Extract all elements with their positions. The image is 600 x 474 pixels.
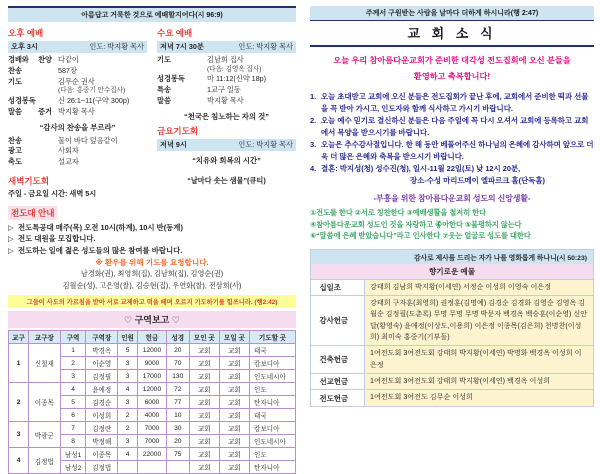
- district-cell: 박경옥: [86, 344, 118, 357]
- district-cell: 4000: [138, 409, 167, 422]
- news-text: 오늘은 추수감사절입니다. 한 해 동안 베풀어주신 하나님의 은혜에 감사하며 앞으로 더욱 더 많은 은혜와 축복을 받으시기 바랍니다.: [321, 140, 594, 162]
- row-value: 마 11:12(신약 18p): [207, 74, 267, 84]
- district-cell: 이종목: [29, 383, 61, 422]
- offering-row: [311, 279, 593, 295]
- worship-row: [157, 96, 296, 107]
- district-cell: 12000: [138, 344, 167, 357]
- row-label: 축도: [8, 157, 22, 167]
- district-cell: 김경순: [86, 396, 118, 409]
- district-cell: 3: [60, 370, 86, 383]
- district-cell: 교회: [189, 422, 219, 435]
- service-time: 저녁 9시: [160, 139, 187, 149]
- prayer-request: ※ 환우를 위해 기도를 요청합니다.: [95, 258, 209, 268]
- row-value: 박지황 목사: [58, 106, 95, 116]
- patients-names-line: 남경화(권), 최영희(집), 김남희(집), 김영순(권): [80, 269, 224, 279]
- district-cell: 130: [166, 370, 189, 383]
- news-number: 1.: [310, 92, 317, 102]
- district-cell: 김정란: [86, 422, 118, 435]
- district-cell: 이성희: [86, 409, 118, 422]
- district-cell: 김정필: [86, 370, 118, 383]
- district-cell: 인도: [250, 448, 296, 461]
- district-cell: 5: [60, 396, 86, 409]
- verse-bar-top-left: 아름답고 거룩한 것으로 예배할지어다(시 96:9): [8, 6, 296, 22]
- worship-row: [8, 66, 147, 77]
- offering-row: [311, 295, 593, 345]
- right-page: [310, 6, 594, 407]
- faith-life-line: ①전도를 한다 ②서로 칭찬한다 ③예배생활을 철저히 한다: [310, 208, 487, 218]
- district-cell: 교회: [219, 383, 249, 396]
- row-value: 김무순 권사: [58, 76, 95, 86]
- district-cell: 3: [118, 370, 138, 383]
- sermon-title: “천국은 침노하는 자의 것”: [184, 111, 269, 121]
- district-cell: 6000: [138, 396, 167, 409]
- evangelism-bullet: [8, 245, 296, 256]
- worship-row: [8, 55, 147, 66]
- row-label: 찬송: [8, 65, 22, 75]
- evangelism-bullet: [8, 233, 296, 244]
- district-cell: 교회: [189, 409, 219, 422]
- evangelism-bullet: [8, 222, 296, 233]
- news-item: [310, 139, 594, 163]
- row-value: 박지황 목사: [207, 95, 244, 105]
- row-label: 성경봉독: [8, 95, 36, 105]
- news-number: 4.: [310, 164, 317, 174]
- offering-label-text: 선교헌금: [319, 377, 349, 387]
- worship-row: [8, 146, 147, 157]
- row-value: 587장: [58, 65, 77, 75]
- district-cell: 20: [166, 344, 189, 357]
- district-cell: 3: [9, 422, 29, 448]
- offering-label: [311, 374, 365, 389]
- bullet-text: 전도하는 일에 젊은 성도들의 많은 참여를 바랍니다.: [18, 245, 183, 255]
- district-cell: 태국: [250, 409, 296, 422]
- news-number: 3.: [310, 140, 317, 150]
- district-cell: 교회: [189, 357, 219, 370]
- district-cell: 박정해: [86, 435, 118, 448]
- row-label: 특송: [157, 85, 171, 95]
- district-cell: 남성1: [60, 448, 86, 461]
- welcome-line: 환영하고 축복합니다!: [413, 71, 491, 81]
- district-cell: 인도네시아: [250, 370, 296, 383]
- district-cell: 7000: [138, 435, 167, 448]
- offering-table: [310, 249, 594, 407]
- district-cell: 17000: [138, 370, 167, 383]
- worship-columns: [8, 25, 296, 199]
- news-text: 오늘 예수 믿기로 결신하신 분들은 다음 주일에 꼭 다시 오셔서 교회에 등록하고 교회에서 목양을 받으시기를 바랍니다.: [321, 116, 589, 138]
- district-cell: 교회: [189, 396, 219, 409]
- qt-note: “날마다 솟는 샘물”(큐티): [187, 175, 266, 185]
- news-item: [310, 163, 594, 175]
- section-title: 새벽기도회: [8, 175, 50, 186]
- district-cell: 교회: [219, 448, 249, 461]
- bullet-text: 전도 대원을 모집합니다.: [18, 234, 96, 244]
- district-cell: 교회: [219, 344, 249, 357]
- row-label: 기도: [8, 76, 22, 86]
- district-cell: 8: [60, 435, 86, 448]
- service-time-row: [157, 41, 296, 53]
- table-header: 헌금: [138, 331, 167, 344]
- row-value: 김남희 집사: [207, 55, 244, 64]
- table-header: 교구: [9, 331, 29, 344]
- row-value: 물이 바다 덮음같이: [58, 135, 118, 145]
- district-cell: 1: [9, 344, 29, 383]
- district-cell: 2: [118, 409, 138, 422]
- offering-label: [311, 296, 365, 345]
- worship-row: [157, 85, 296, 96]
- row-value: 신 26:1~11(구약 300p): [58, 95, 130, 105]
- news-text-continued: 장소-수성 마리드메이 엘파르크 홀(단독홀): [410, 176, 545, 186]
- district-cell: 2: [118, 422, 138, 435]
- row-label: 찬송: [8, 135, 22, 145]
- row-subnote: (다음: 김영옥 집사): [207, 65, 262, 73]
- offering-row: [311, 389, 593, 405]
- triangle-bullet-icon: ▷: [8, 234, 14, 244]
- news-text: 결혼: 박지성(청) 성수진(청), 일시-11월 22일(토) 낮 12시 20분,: [321, 164, 521, 174]
- district-cell: 교회: [219, 422, 249, 435]
- table-header: 모인 곳: [189, 331, 219, 344]
- district-cell: 인도네시아: [250, 435, 296, 448]
- service-leader: 인도: 박지황 목사: [238, 42, 293, 51]
- district-cell: 4: [118, 448, 138, 461]
- district-cell: 7000: [138, 422, 167, 435]
- district-cell: [118, 461, 138, 474]
- district-cell: 교회: [189, 344, 219, 357]
- district-cell: 70: [166, 357, 189, 370]
- worship-row: [8, 107, 147, 118]
- district-cell: 태국: [250, 344, 296, 357]
- offering-names: 1여전도회 3여전도 김무순 이성희: [365, 390, 593, 405]
- table-header: 구역장: [86, 331, 118, 344]
- district-cell: 6: [60, 409, 86, 422]
- row-value: 1교구 일동: [207, 85, 241, 95]
- page-title: 교 회 소 식: [310, 21, 594, 47]
- evangelism-section: [8, 203, 296, 291]
- faith-life-line: ④참아름다운교회 성도인 것을 자랑하고 좋아한다 ⑤불평하지 않는다: [310, 219, 522, 229]
- district-cell: 교회: [219, 396, 249, 409]
- offering-label: [311, 390, 365, 405]
- district-cell: 2: [60, 357, 86, 370]
- table-row: [9, 344, 296, 357]
- triangle-bullet-icon: ▷: [8, 245, 14, 255]
- district-cell: 3: [118, 357, 138, 370]
- district-cell: 10: [166, 409, 189, 422]
- section-title: 금요기도회: [157, 125, 199, 136]
- verse-bar-bottom: 그들이 사도의 가르침을 받아 서로 교제하고 떡을 떼며 오르지 기도하기를 힘쓰니라. (행2:42): [8, 295, 296, 308]
- table-header-row: [9, 331, 296, 344]
- table-header: 모일 곳: [219, 331, 249, 344]
- section-title: 수요 예배: [157, 28, 193, 38]
- district-cell: [138, 461, 167, 474]
- district-cell: 탄자니아: [250, 396, 296, 409]
- district-cell: 교회: [219, 461, 249, 474]
- bullet-text: 전도특공대 매주(목) 오전 10시(하계), 10시 반(동계): [18, 222, 183, 232]
- district-cell: 김정법: [86, 461, 118, 474]
- district-cell: [166, 461, 189, 474]
- service-time-row: [157, 139, 296, 151]
- row-label: 기도: [157, 55, 171, 64]
- worship-row: [8, 157, 147, 168]
- table-header: 구역: [60, 331, 86, 344]
- district-cell: 남성2: [60, 461, 86, 474]
- district-cell: 20: [166, 435, 189, 448]
- district-cell: 교회: [219, 357, 249, 370]
- sermon-title: “감사의 찬송을 부르라”: [39, 122, 116, 132]
- table-header: 교구장: [29, 331, 61, 344]
- district-report-title: ♡ 구역보고 ♡: [8, 311, 296, 328]
- row-label: 말씀: [157, 95, 171, 105]
- offering-names: 1여전도회 3여전도회 강태희 박지황(이세연) 백경옥 이성희: [365, 374, 593, 389]
- district-cell: 4: [60, 383, 86, 396]
- service-time-row: [8, 41, 147, 53]
- welcome-line: 오늘 우리 참아름다운교회가 준비한 대각성 전도집회에 오신 분들을: [333, 56, 571, 65]
- offering-row: [311, 345, 593, 373]
- district-cell: 윤예정: [86, 383, 118, 396]
- district-cell: 교회: [219, 435, 249, 448]
- district-cell: 교회: [189, 435, 219, 448]
- faith-life-line: ⑥“말씀에 은혜 받았습니다”라고 인사한다 ⑦웃는 얼굴로 성도를 대한다: [310, 231, 531, 241]
- row-value: 설교자: [58, 157, 79, 167]
- worship-row: [8, 136, 147, 147]
- offering-label-text: 전도헌금: [319, 393, 349, 403]
- offering-title: 향기로운 예물: [311, 264, 593, 279]
- triangle-bullet-icon: ▷: [8, 222, 14, 232]
- district-cell: 교회: [219, 370, 249, 383]
- district-cell: 교회: [189, 383, 219, 396]
- news-list: [310, 91, 594, 187]
- row-label: 말씀 증거: [8, 106, 52, 116]
- district-cell: 5: [118, 344, 138, 357]
- row-subnote: (다음: 홍중기 안수집사): [58, 87, 126, 95]
- district-cell: 김정법: [29, 448, 61, 474]
- offering-label: [311, 280, 365, 295]
- offering-verse: 감사로 제사를 드리는 자가 나를 영화롭게 하나니(시 50:23): [311, 250, 593, 264]
- news-text: 오늘 초대받고 교회에 오신 분들은 전도집회가 끝난 후에, 교회에서 준비한 떡과 선물을 꼭 받아 가시고, 인도자와 함께 식사하고 가시기 바랍니다.: [321, 92, 589, 114]
- district-cell: 캄보디아: [250, 357, 296, 370]
- offering-label-text: 감사헌금: [319, 316, 349, 326]
- district-cell: 이순영: [86, 357, 118, 370]
- district-cell: 박광군: [29, 422, 61, 448]
- table-header: 성경: [166, 331, 189, 344]
- offering-names: 강태희 김남희 박지황(이세연) 서정순 이성희 이영숙 이은정: [365, 280, 593, 295]
- evangelism-title: 전도대 안내: [8, 206, 57, 220]
- offering-label-text: 십일조: [319, 282, 341, 292]
- district-cell: 4: [9, 448, 29, 474]
- row-label: 경배와 찬양: [8, 55, 52, 64]
- service-time: 저녁 7시 30분: [160, 42, 204, 51]
- afternoon-worship-section: [8, 25, 147, 199]
- district-cell: 교회: [219, 409, 249, 422]
- row-value: 다같이: [58, 55, 79, 64]
- district-cell: 3: [118, 435, 138, 448]
- row-label: 광고: [8, 146, 22, 156]
- wednesday-worship-section: [157, 25, 296, 199]
- district-cell: 75: [166, 448, 189, 461]
- worship-row: [8, 96, 147, 107]
- district-cell: 2: [9, 383, 29, 422]
- district-cell: 12000: [138, 383, 167, 396]
- district-cell: 22000: [138, 448, 167, 461]
- table-row: [9, 448, 296, 461]
- district-cell: 교회: [189, 461, 219, 474]
- news-item: [310, 115, 594, 139]
- service-leader: 인도: 박지황 목사: [89, 42, 144, 51]
- service-leader: 인도: 박지황 목사: [238, 139, 293, 149]
- table-row: [9, 383, 296, 396]
- faith-life-title: -부흥을 위한 참아름다운교회 성도의 신앙생활-: [373, 194, 531, 204]
- sermon-title: “치유와 회복의 시간”: [192, 155, 261, 165]
- table-header: 인원: [118, 331, 138, 344]
- district-cell: 30: [166, 422, 189, 435]
- left-page: [8, 6, 296, 474]
- offering-names: 강태희 구자훈(최영희) 권정훈(김명예) 김경순 김경화 김영순 김영옥 김월순 김정필(도춘록) 무명 무명 무명 박문자 백경옥 백승훈(이순영) 신안달(황영숙) 윤애정(이상도,이용희) 이은정 이종목(김은희) 천명찬(이성희) 최미숙 홍중기(기부돌): [365, 296, 593, 345]
- worship-row: [157, 74, 296, 85]
- district-cell: 1: [60, 344, 86, 357]
- district-cell: 탄자니아: [250, 461, 296, 474]
- section-title: 오후 예배: [8, 28, 44, 38]
- row-value: 사회자: [58, 146, 79, 156]
- dawn-prayer-section: [8, 175, 147, 199]
- row-label: 성경봉독: [157, 74, 185, 84]
- dawn-schedule: 주일 - 금요일 시간: 새벽 5시: [8, 188, 97, 198]
- district-cell: 교회: [189, 370, 219, 383]
- district-cell: 캄보디아: [250, 422, 296, 435]
- district-cell: 신철재: [29, 344, 61, 383]
- offering-names: 1여전도회 3여전도회 강태희 박지황(이세연) 박명화 백경옥 이성희 이은정: [365, 346, 593, 373]
- worship-row: [8, 77, 147, 88]
- district-cell: 9000: [138, 357, 167, 370]
- offering-label: [311, 346, 365, 373]
- offering-row: [311, 373, 593, 389]
- news-number: 2.: [310, 116, 317, 126]
- news-item: [310, 91, 594, 115]
- worship-row: [157, 55, 296, 66]
- district-cell: 교회: [189, 448, 219, 461]
- welcome-message: [310, 53, 594, 84]
- service-time: 오후 3시: [11, 42, 38, 51]
- district-cell: 7: [60, 422, 86, 435]
- district-cell: 이종목: [86, 448, 118, 461]
- table-header: 기도할 곳: [250, 331, 296, 344]
- offering-label-text: 건축헌금: [319, 355, 349, 365]
- district-cell: 3: [118, 396, 138, 409]
- district-cell: 인도: [250, 383, 296, 396]
- district-cell: 4: [118, 383, 138, 396]
- district-report-table: [8, 330, 296, 474]
- patients-names-line: 김월순(성), 고은영(찰), 김승현(집), 우연화(찰), 전삼희(사): [62, 280, 242, 290]
- table-row: [9, 422, 296, 435]
- district-cell: 77: [166, 396, 189, 409]
- verse-bar-top-right: 주께서 구원받는 사람을 날마다 더하게 하시니라(행 2:47): [310, 6, 594, 21]
- district-cell: 72: [166, 383, 189, 396]
